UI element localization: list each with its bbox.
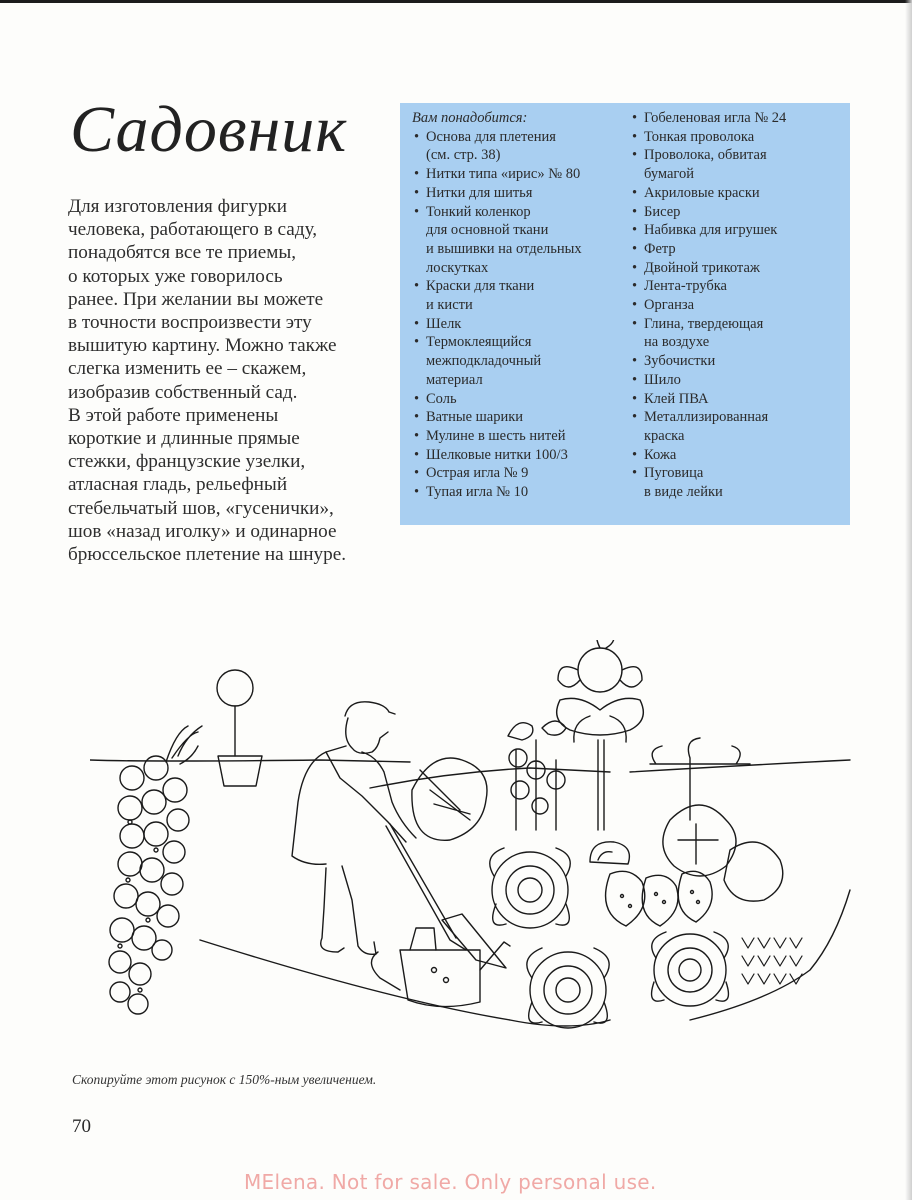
materials-item-text: Проволока, обвитая [644, 147, 767, 164]
materials-list-item [630, 203, 786, 222]
materials-list-item [412, 390, 582, 409]
materials-item-text: Соль [426, 390, 457, 407]
materials-item-text: Тонкий коленкор [426, 203, 531, 220]
materials-list-item [630, 296, 786, 315]
materials-list-item [412, 464, 582, 483]
materials-list-item [630, 109, 786, 128]
materials-list-item [412, 333, 582, 389]
materials-item-text: Набивка для игрушек [644, 222, 778, 239]
materials-item-text: Тупая игла № 10 [426, 484, 529, 501]
materials-column-right [630, 109, 786, 502]
intro-line: человека, работающего в саду, [68, 219, 318, 241]
materials-item-text: Острая игла № 9 [426, 465, 529, 482]
materials-item-text: Шелк [426, 315, 462, 332]
intro-line: В этой работе применены [68, 404, 279, 426]
materials-item-text: Термоклеящийся [426, 334, 532, 351]
materials-item-text: Кожа [644, 446, 677, 463]
materials-list-item [630, 128, 786, 147]
intro-line: о которых уже говорилось [68, 265, 283, 287]
materials-box [400, 103, 850, 525]
materials-item-text: бумагой [644, 166, 694, 183]
materials-item-text: Мулине в шесть нитей [426, 427, 566, 444]
intro-line: в точности воспроизвести эту [68, 312, 312, 334]
materials-heading: Вам понадобится: [412, 110, 528, 126]
materials-item-text: в виде лейки [644, 484, 723, 501]
materials-item-text: Двойной трикотаж [644, 259, 760, 276]
intro-line: брюссельское плетение на шнуре. [68, 544, 347, 566]
materials-list-item [630, 259, 786, 278]
materials-item-text: Фетр [644, 240, 676, 257]
materials-item-text: межподкладочный [426, 353, 542, 370]
materials-item-text: Гобеленовая игла № 24 [644, 110, 787, 126]
intro-line: понадобятся все те приемы, [68, 242, 297, 264]
materials-item-text: Зубочистки [644, 353, 716, 370]
materials-item-text: Акриловые краски [644, 184, 760, 201]
intro-line: шов «назад иголку» и одинарное [68, 520, 337, 542]
materials-item-text: (см. стр. 38) [426, 147, 501, 164]
materials-item-text: Тонкая проволока [644, 128, 755, 145]
materials-list-item [412, 128, 582, 165]
intro-line: изобразив собственный сад. [68, 381, 298, 403]
materials-list-item [630, 315, 786, 352]
materials-list-item [630, 221, 786, 240]
intro-line: вышитую картину. Можно также [68, 335, 337, 357]
materials-list-item [630, 184, 786, 203]
intro-line: короткие и длинные прямые [68, 428, 300, 450]
intro-paragraph [68, 195, 398, 566]
materials-item-text: Краски для ткани [426, 278, 535, 295]
materials-item-text: Ватные шарики [426, 409, 524, 426]
materials-item-text: Глина, твердеющая [644, 315, 764, 332]
materials-list-item [630, 371, 786, 390]
watermark-text: MElena. Not for sale. Only personal use. [244, 1170, 657, 1194]
materials-list-item [630, 352, 786, 371]
materials-item-text: Основа для плетения [426, 128, 556, 145]
materials-list-item [412, 184, 582, 203]
materials-item-text: Металлизированная [644, 409, 769, 426]
illustration-caption: Скопируйте этот рисунок с 150%-ным увеличением. [72, 1072, 377, 1087]
materials-item-text: Бисер [644, 203, 681, 220]
materials-item-text: Шило [644, 371, 681, 388]
materials-list-item [630, 408, 786, 445]
materials-list-item [630, 277, 786, 296]
materials-list-item [412, 408, 582, 427]
materials-list-item [412, 165, 582, 184]
materials-list-item [412, 203, 582, 278]
intro-line: стебельчатый шов, «гусенички», [68, 497, 334, 519]
materials-item-text: Пуговица [644, 465, 704, 482]
materials-list-item [412, 483, 582, 502]
intro-line: стежки, французские узелки, [68, 451, 306, 473]
materials-list-item [412, 277, 582, 314]
page-top-edge [0, 0, 912, 3]
intro-line: атласная гладь, рельефный [68, 474, 288, 496]
materials-list-item [630, 464, 786, 501]
materials-item-text: материал [426, 371, 483, 388]
materials-list-item [630, 240, 786, 259]
materials-item-text: Органза [644, 297, 695, 314]
materials-item-text: Лента-трубка [644, 278, 727, 295]
materials-item-text: Нитки для шитья [426, 184, 533, 201]
materials-list-item [412, 315, 582, 334]
materials-list-item [412, 446, 582, 465]
materials-list-item [630, 390, 786, 409]
intro-line: ранее. При желании вы можете [68, 288, 324, 310]
materials-item-text: Шелковые нитки 100/3 [426, 446, 568, 463]
page-number: 70 [72, 1116, 91, 1137]
page-title: Садовник [70, 93, 348, 166]
materials-item-text: и вышивки на отдельных [426, 240, 582, 257]
materials-list-item [412, 427, 582, 446]
materials-item-text: и кисти [426, 297, 473, 314]
gardener-line-drawing-icon [90, 640, 860, 1060]
materials-item-text: Нитки типа «ирис» № 80 [426, 166, 581, 183]
materials-item-text: для основной ткани [426, 222, 549, 239]
materials-item-text: краска [644, 427, 685, 444]
materials-item-text: Клей ПВА [644, 390, 709, 407]
materials-item-text: лоскутках [426, 259, 489, 276]
materials-item-text: на воздухе [644, 334, 710, 351]
intro-line: Для изготовления фигурки [68, 196, 287, 217]
intro-line: слегка изменить ее – скажем, [68, 358, 307, 380]
materials-list-item [630, 146, 786, 183]
materials-column-left [412, 109, 582, 502]
page-gutter-shadow [905, 0, 912, 1200]
materials-list-item [630, 446, 786, 465]
